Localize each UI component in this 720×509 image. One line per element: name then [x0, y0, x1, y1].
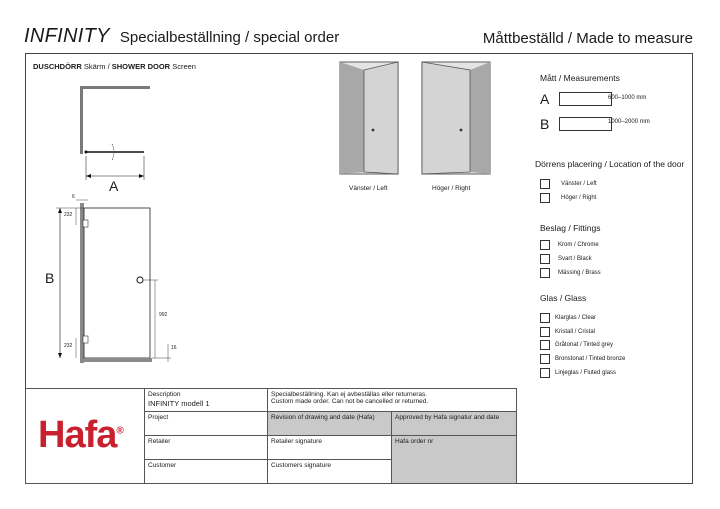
- option-chrome: Krom / Chrome: [558, 242, 599, 248]
- project-label: Project: [148, 414, 169, 421]
- dimension-b-label: B: [45, 270, 55, 286]
- retailer-label: Retailer: [148, 438, 171, 445]
- measure-a-label: A: [540, 91, 550, 107]
- drawing-title-rest: Skärm /: [81, 62, 112, 71]
- checkbox-clear[interactable]: [540, 313, 550, 323]
- retailer-signature-cell[interactable]: [267, 435, 392, 460]
- checkbox-brass[interactable]: [540, 268, 550, 278]
- customer-cell[interactable]: [144, 459, 268, 484]
- option-fluted: Linjeglas / Fluted glass: [555, 370, 617, 376]
- dim-232-bottom: 232: [64, 343, 73, 349]
- plan-view: [80, 86, 150, 180]
- elevation-view: [56, 200, 171, 363]
- dimension-a-label: A: [109, 178, 119, 194]
- retailer-signature-label: Retailer signature: [271, 438, 322, 445]
- option-cristal: Kristall / Cristal: [555, 329, 596, 335]
- thumbnail-right-caption: Höger / Right: [432, 185, 471, 192]
- revision-cell[interactable]: [267, 411, 392, 436]
- checkbox-tinted-bronze[interactable]: [540, 354, 550, 364]
- checkbox-cristal[interactable]: [540, 327, 550, 337]
- glass-title: Glas / Glass: [540, 293, 587, 303]
- retailer-cell[interactable]: [144, 435, 268, 460]
- note-1: Specialbeställning. Kan ej avbeställas eller returneras.: [271, 391, 428, 398]
- model-name: INFINITY: [24, 25, 110, 47]
- option-right: Höger / Right: [561, 195, 597, 201]
- measurements-title: Mått / Measurements: [540, 73, 620, 83]
- checkbox-left[interactable]: [540, 179, 550, 189]
- measure-b-range: 1000–2000 mm: [608, 119, 650, 125]
- notes-cell: [267, 388, 517, 412]
- fittings-title: Beslag / Fittings: [540, 223, 601, 233]
- option-tinted-bronze: Bronstonat / Tinted bronze: [555, 356, 626, 362]
- customer-signature-label: Customers signature: [271, 462, 331, 469]
- dim-992: 992: [159, 312, 168, 318]
- dim-16: 16: [171, 345, 177, 351]
- option-black: Svart / Black: [558, 256, 592, 262]
- drawing-title-rest2: Screen: [170, 62, 196, 71]
- hafa-logo-text: Hafa: [38, 414, 117, 456]
- approved-cell[interactable]: [391, 411, 517, 436]
- hafa-order-label: Hafa order nr: [395, 438, 434, 445]
- thumbnail-left-caption: Vänster / Left: [349, 185, 388, 192]
- description-value: INFINITY modell 1: [148, 399, 210, 408]
- option-left: Vänster / Left: [561, 181, 597, 187]
- header-title: [24, 25, 339, 48]
- measure-b-label: B: [540, 116, 550, 132]
- note-2: Custom made order. Can not be cancelled or returned.: [271, 398, 429, 405]
- customer-signature-cell[interactable]: [267, 459, 392, 484]
- measure-a-input[interactable]: [559, 92, 612, 106]
- checkbox-chrome[interactable]: [540, 240, 550, 250]
- hafa-logo: [38, 414, 123, 457]
- dim-232-top: 232: [64, 212, 73, 218]
- checkbox-tinted-grey[interactable]: [540, 340, 550, 350]
- checkbox-fluted[interactable]: [540, 368, 550, 378]
- description-label: Description: [148, 391, 181, 398]
- drawing-title-bold: DUSCHDÖRR: [33, 62, 82, 71]
- measure-b-input[interactable]: [559, 117, 612, 131]
- revision-label: Revision of drawing and date (Hafa): [271, 414, 375, 421]
- technical-drawing: [40, 70, 240, 370]
- checkbox-black[interactable]: [540, 254, 550, 264]
- header-right-title: Måttbeställd / Made to measure: [482, 30, 693, 47]
- door-location-title: Dörrens placering / Location of the door: [535, 159, 685, 169]
- drawing-title-bold2: SHOWER DOOR: [111, 62, 171, 71]
- hafa-logo-mark: ®: [116, 425, 123, 437]
- approved-label: Approved by Hafa signatur and date: [395, 414, 500, 421]
- hafa-order-cell[interactable]: [391, 435, 517, 484]
- description-cell: [144, 388, 268, 412]
- thumbnail-right: [422, 62, 490, 174]
- thumbnail-left: [340, 62, 398, 174]
- option-clear: Klarglas / Clear: [555, 315, 597, 321]
- project-cell[interactable]: [144, 411, 268, 436]
- option-tinted-grey: Gråtonat / Tinted grey: [555, 342, 614, 348]
- option-brass: Mässing / Brass: [558, 270, 601, 276]
- checkbox-right[interactable]: [540, 193, 550, 203]
- door-thumbnails: [338, 60, 498, 178]
- dim-6: 6: [72, 194, 75, 200]
- measure-a-range: 600–1000 mm: [608, 95, 647, 101]
- customer-label: Customer: [148, 462, 177, 469]
- header-subtitle: Specialbeställning / special order: [119, 29, 340, 46]
